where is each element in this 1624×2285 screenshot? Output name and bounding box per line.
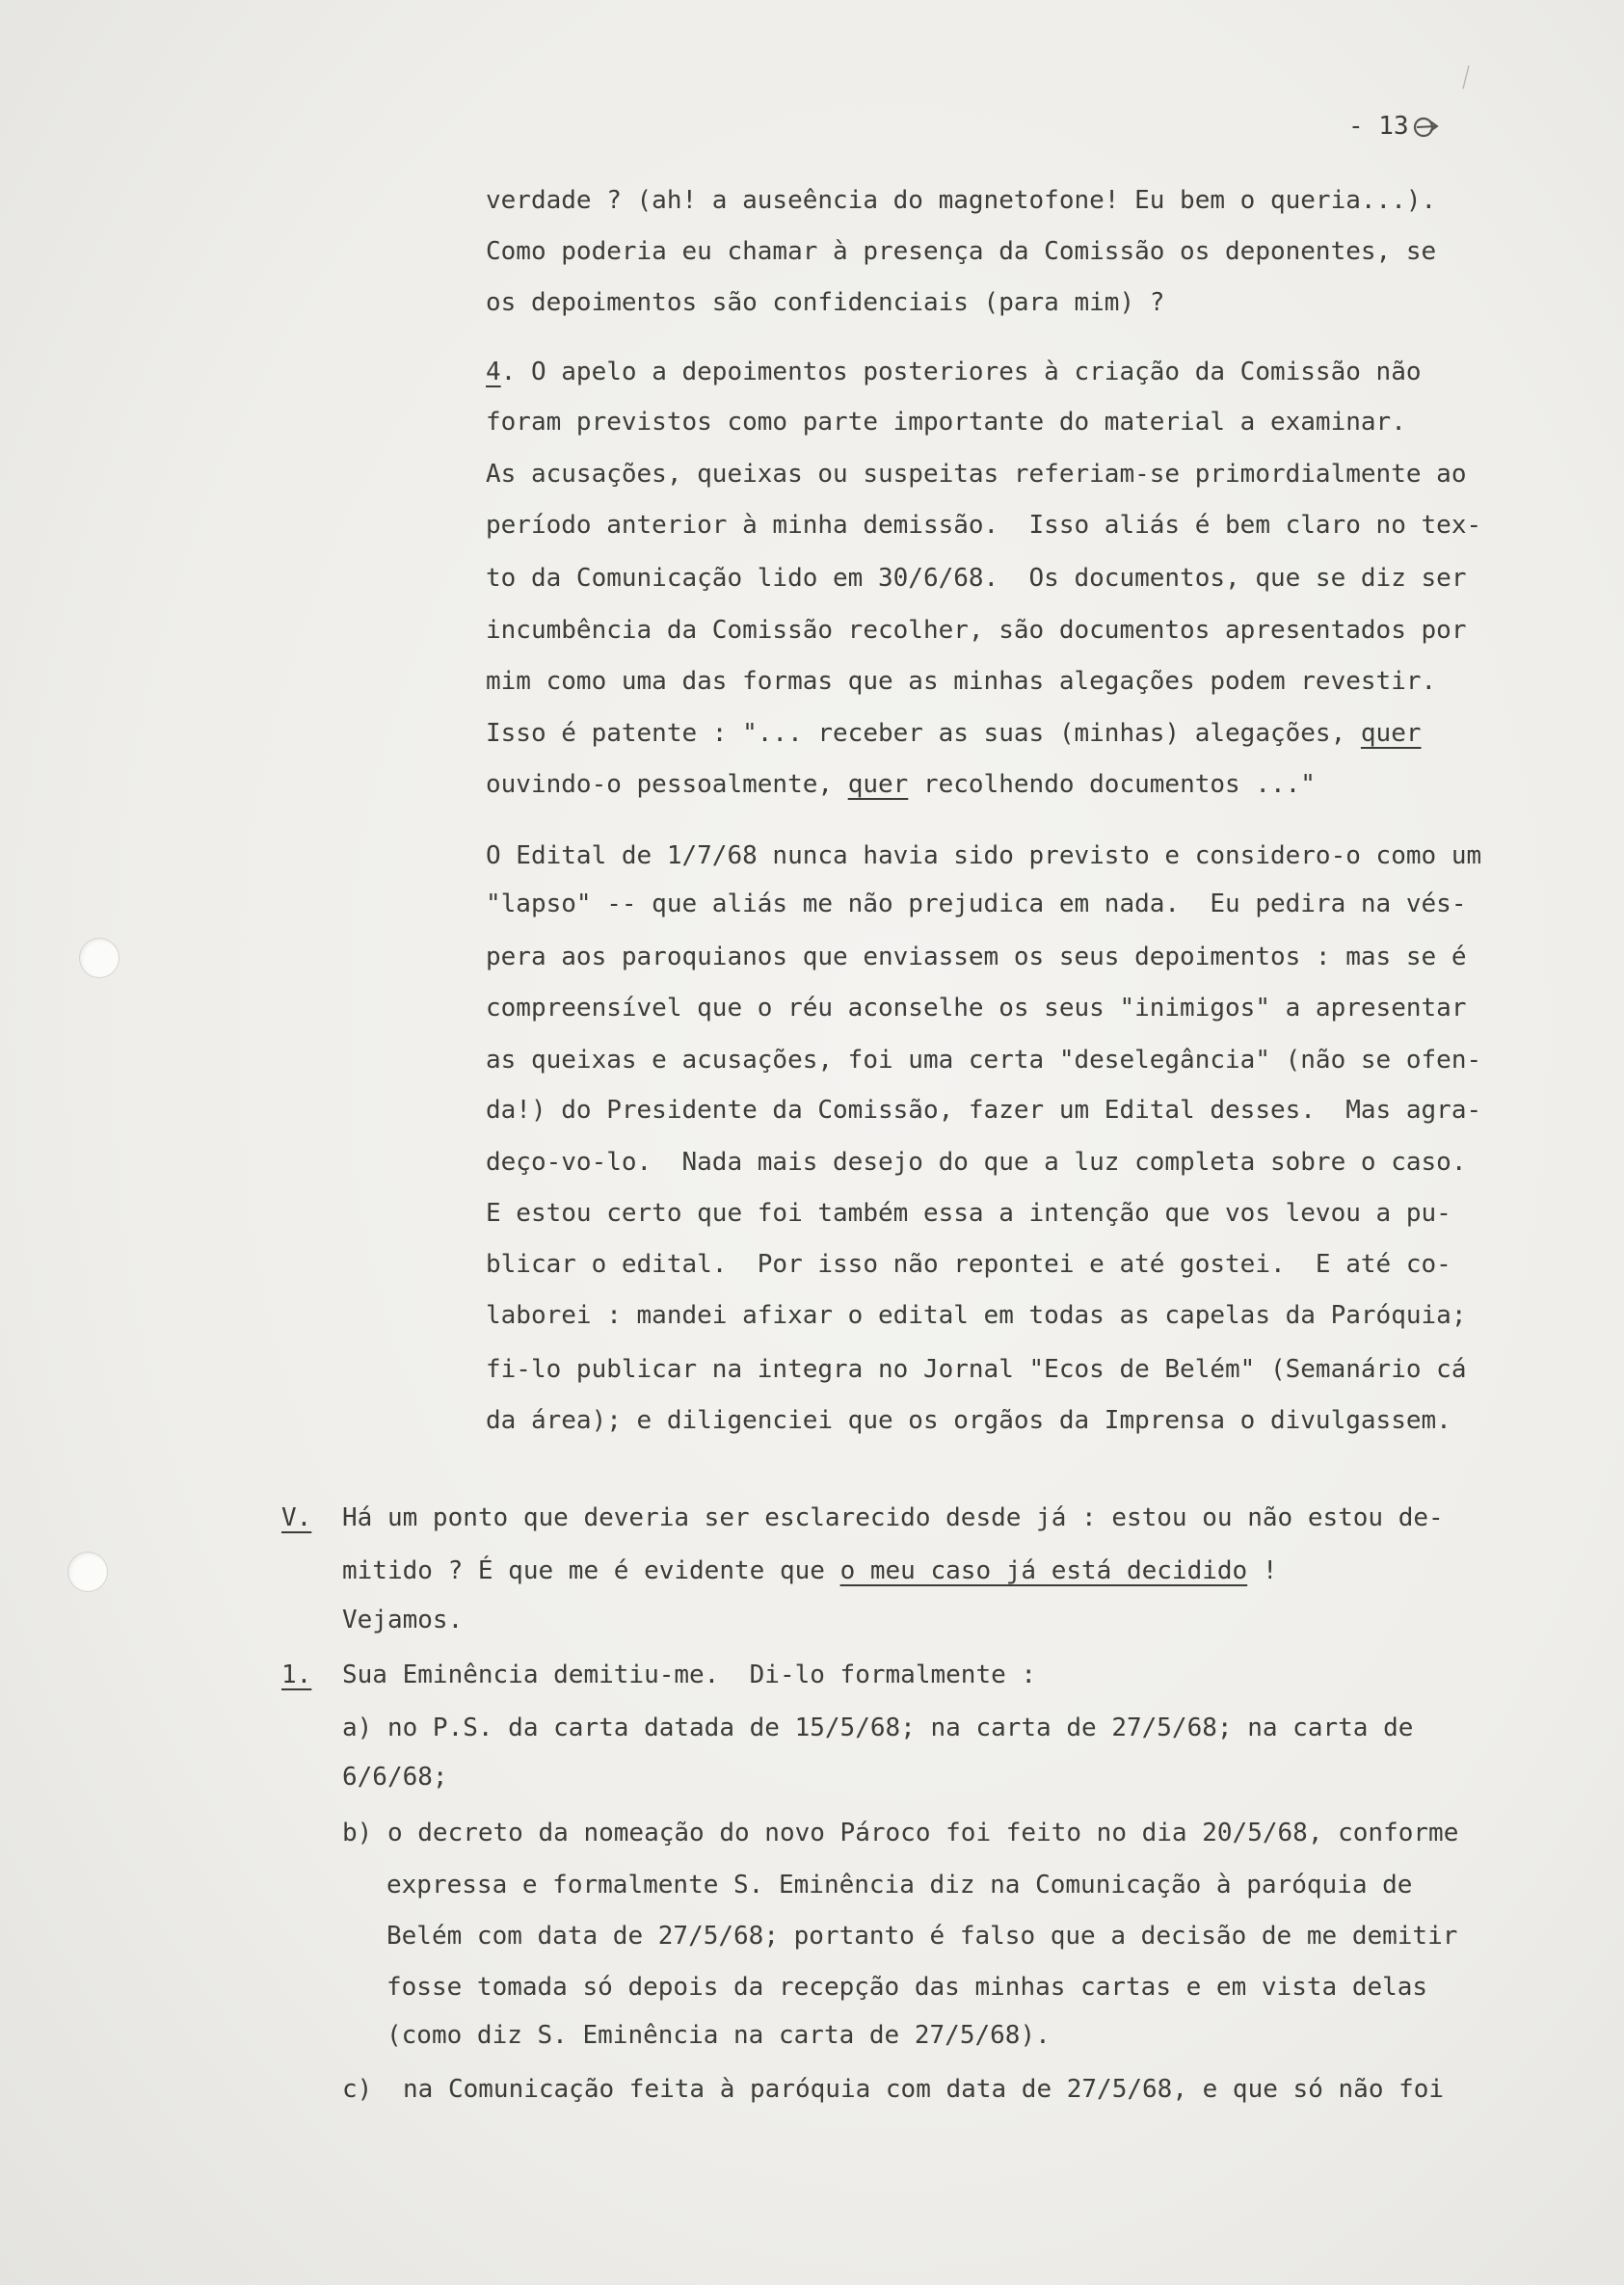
item-4-first-line bbox=[486, 358, 1422, 386]
text-line: os depoimentos são confidenciais (para mim) ? bbox=[486, 288, 1165, 317]
text-line: expressa e formalmente S. Eminência diz na Comunicação à paróquia de bbox=[386, 1871, 1413, 1900]
text-line: período anterior à minha demissão. Isso aliás é bem claro no tex- bbox=[486, 511, 1482, 540]
handwritten-circle-mark bbox=[1409, 112, 1442, 143]
text-line: incumbência da Comissão recolher, são documentos apresentados por bbox=[486, 616, 1467, 645]
text-line: verdade ? (ah! a auseência do magnetofone! Eu bem o queria...). bbox=[486, 186, 1437, 215]
text-line: foram previstos como parte importante do material a examinar. bbox=[486, 408, 1406, 437]
page-number: - 13 bbox=[1348, 112, 1409, 141]
list-item-b: b) o decreto da nomeação do novo Pároco foi feito no dia 20/5/68, conforme bbox=[342, 1819, 1459, 1847]
text-span: . O apelo a depoimentos posteriores à criação da Comissão não bbox=[500, 358, 1422, 386]
quote-line bbox=[486, 719, 1422, 748]
text-line: Vejamos. bbox=[342, 1606, 464, 1634]
text-span: Isso é patente : "... receber as suas (minhas) alegações, bbox=[486, 719, 1361, 748]
text-line: Belém com data de 27/5/68; portanto é falso que a decisão de me demitir bbox=[386, 1922, 1458, 1951]
point-number: 1. bbox=[281, 1661, 312, 1689]
text-line: O Edital de 1/7/68 nunca havia sido previsto e considero-o como um bbox=[486, 841, 1482, 870]
text-span: mitido ? É que me é evidente que bbox=[342, 1556, 840, 1585]
list-item-a: a) no P.S. da carta datada de 15/5/68; na carta de 27/5/68; na carta de bbox=[342, 1714, 1414, 1742]
text-line: da área); e diligenciei que os orgãos da Imprensa o divulgassem. bbox=[486, 1406, 1451, 1435]
underlined-phrase: o meu caso já está decidido bbox=[839, 1556, 1248, 1585]
text-line: Há um ponto que deveria ser esclarecido desde já : estou ou não estou de- bbox=[342, 1503, 1444, 1532]
underlined-word: quer bbox=[847, 770, 909, 799]
list-item-c: na Comunicação feita à paróquia com data de 27/5/68, e que só não foi bbox=[403, 2075, 1445, 2104]
section-numeral: V. bbox=[281, 1503, 312, 1532]
text-line: (como diz S. Eminência na carta de 27/5/68). bbox=[386, 2021, 1051, 2050]
text-line: fosse tomada só depois da recepção das minhas cartas e em vista delas bbox=[386, 1973, 1428, 2002]
text-line: as queixas e acusações, foi uma certa "deselegância" (não se ofen- bbox=[486, 1046, 1482, 1075]
text-line: da!) do Presidente da Comissão, fazer um Edital desses. Mas agra- bbox=[486, 1096, 1482, 1125]
point-heading: Sua Eminência demitiu-me. Di-lo formalmente : bbox=[342, 1661, 1037, 1689]
quote-line bbox=[486, 770, 1316, 799]
text-line: fi-lo publicar na integra no Jornal "Ecos de Belém" (Semanário cá bbox=[486, 1355, 1467, 1384]
punch-hole bbox=[79, 938, 120, 978]
text-line: to da Comunicação lido em 30/6/68. Os documentos, que se diz ser bbox=[486, 564, 1467, 593]
list-item-c-label: c) bbox=[342, 2075, 373, 2104]
text-line: As acusações, queixas ou suspeitas referiam-se primordialmente ao bbox=[486, 460, 1467, 489]
text-line: blicar o edital. Por isso não repontei e até gostei. E até co- bbox=[486, 1250, 1451, 1279]
text-line: "lapso" -- que aliás me não prejudica em nada. Eu pedira na vés- bbox=[486, 890, 1467, 918]
item-number: 4 bbox=[486, 358, 501, 386]
text-line: mim como uma das formas que as minhas alegações podem revestir. bbox=[486, 667, 1437, 696]
pencil-stroke-mark bbox=[1455, 64, 1475, 93]
text-line: compreensível que o réu aconselhe os seus "inimigos" a apresentar bbox=[486, 994, 1467, 1023]
text-span: ouvindo-o pessoalmente, bbox=[486, 770, 848, 799]
underlined-word: quer bbox=[1360, 719, 1422, 748]
text-line: Como poderia eu chamar à presença da Comissão os deponentes, se bbox=[486, 237, 1437, 266]
text-line: laborei : mandei afixar o edital em todas as capelas da Paróquia; bbox=[486, 1301, 1467, 1330]
text-line: deço-vo-lo. Nada mais desejo do que a luz completa sobre o caso. bbox=[486, 1148, 1467, 1177]
punch-hole bbox=[67, 1552, 108, 1592]
text-span: recolhendo documentos ..." bbox=[908, 770, 1316, 799]
text-span: ! bbox=[1247, 1556, 1278, 1585]
text-line: 6/6/68; bbox=[342, 1763, 448, 1792]
text-line bbox=[342, 1556, 1278, 1585]
text-line: E estou certo que foi também essa a intenção que vos levou a pu- bbox=[486, 1199, 1451, 1228]
text-line: pera aos paroquianos que enviassem os seus depoimentos : mas se é bbox=[486, 943, 1467, 971]
